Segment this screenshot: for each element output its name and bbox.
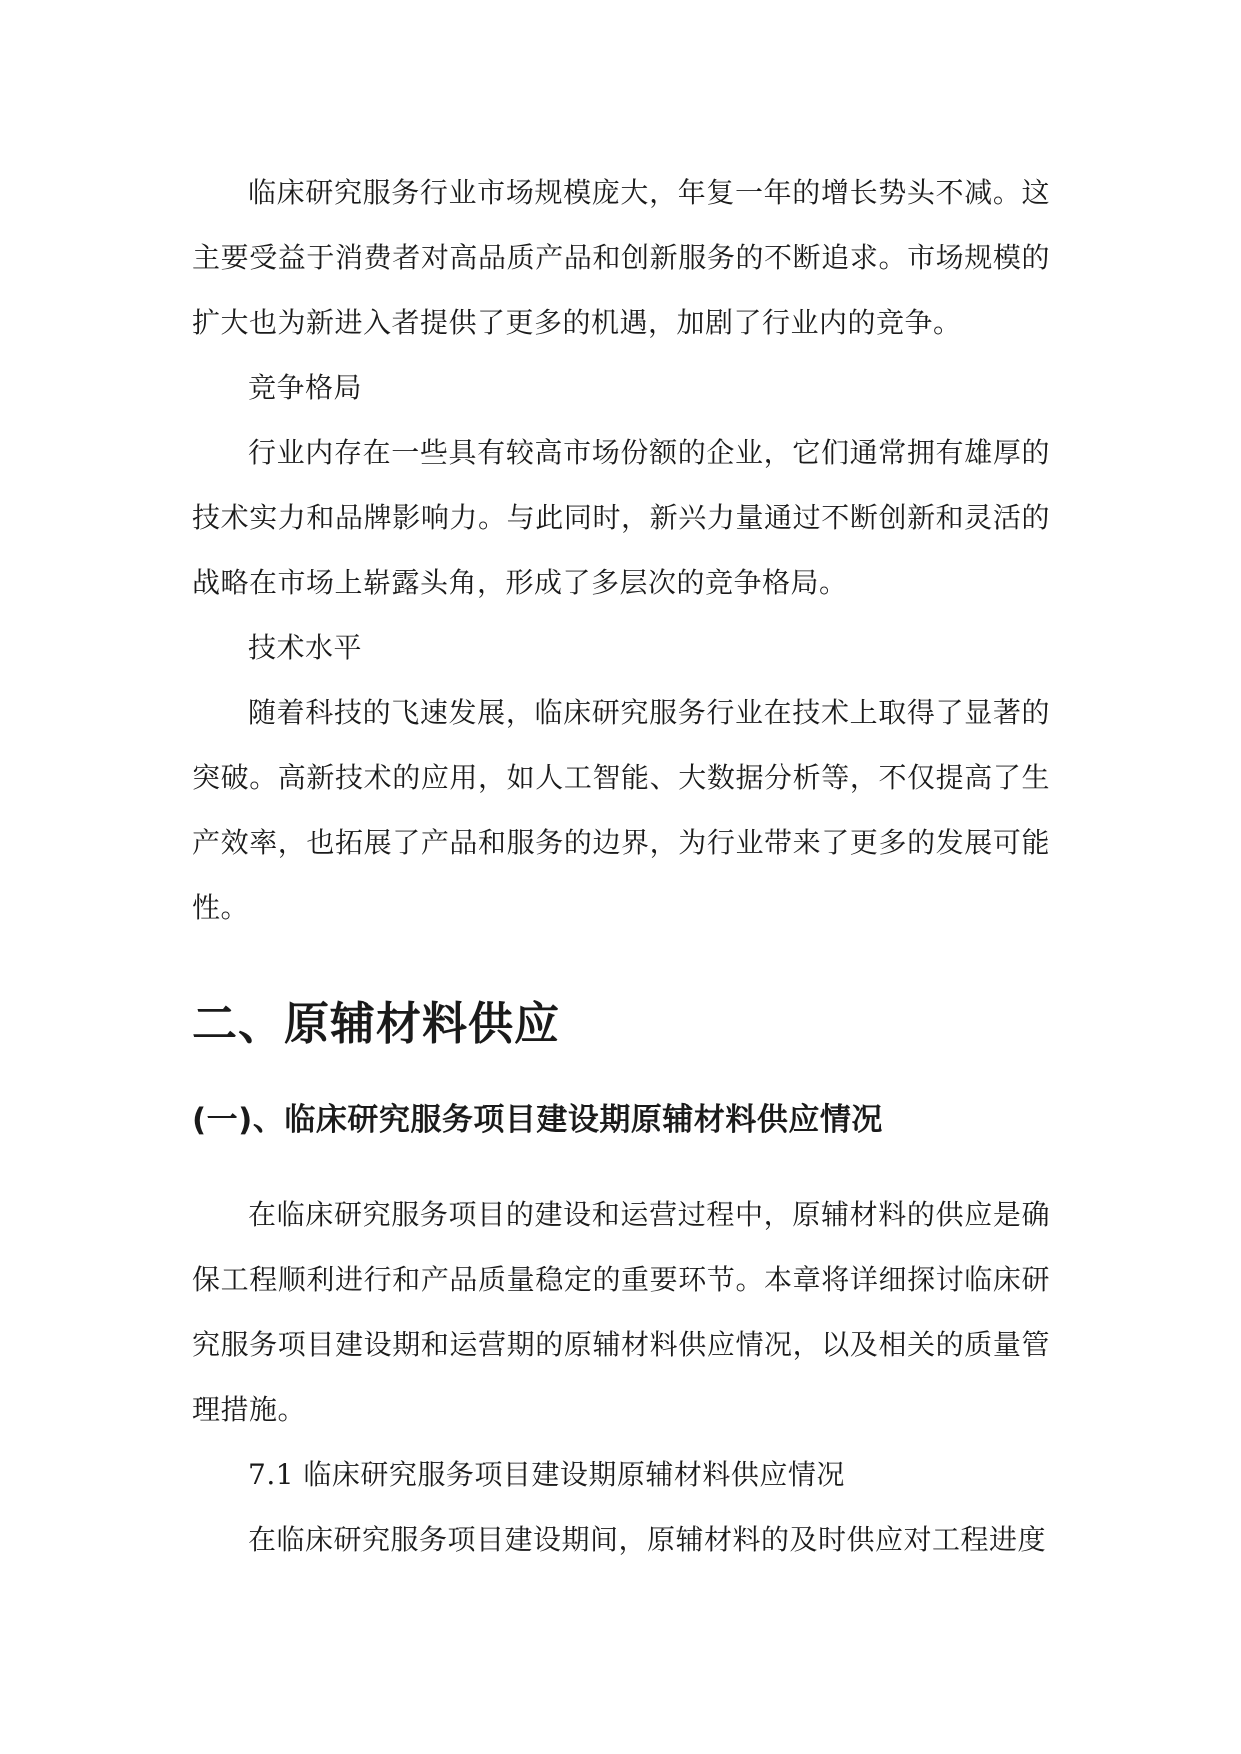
paragraph-materials-intro: 在临床研究服务项目的建设和运营过程中，原辅材料的供应是确保工程顺利进行和产品质量稳定的重要环节。本章将详细探讨临床研究服务项目建设期和运营期的原辅材料供应情况，以及相关的质量管理措施。 (192, 1198, 1050, 1426)
subsection-heading: (一)、临床研究服务项目建设期原辅材料供应情况 (192, 1102, 883, 1138)
section-heading: 二、原辅材料供应 (192, 997, 561, 1050)
paragraph-market-size: 临床研究服务行业市场规模庞大，年复一年的增长势头不减。这主要受益于消费者对高品质产品和创新服务的不断追求。市场规模的扩大也为新进入者提供了更多的机遇，加剧了行业内的竞争。 (192, 176, 1050, 339)
paragraph-technology: 随着科技的飞速发展，临床研究服务行业在技术上取得了显著的突破。高新技术的应用，如人工智能、大数据分析等，不仅提高了生产效率，也拓展了产品和服务的边界，为行业带来了更多的发展可能性。 (192, 696, 1050, 924)
paragraph-competition: 行业内存在一些具有较高市场份额的企业，它们通常拥有雄厚的技术实力和品牌影响力。与此同时，新兴力量通过不断创新和灵活的战略在市场上崭露头角，形成了多层次的竞争格局。 (192, 436, 1050, 599)
subheading-technology: 技术水平 (248, 631, 363, 664)
document-body (192, 160, 1050, 1572)
subheading-7-1: 7.1 临床研究服务项目建设期原辅材料供应情况 (248, 1458, 845, 1491)
subheading-competition: 竞争格局 (248, 371, 363, 404)
paragraph-construction-supply: 在临床研究服务项目建设期间，原辅材料的及时供应对工程进度 (248, 1523, 1047, 1556)
